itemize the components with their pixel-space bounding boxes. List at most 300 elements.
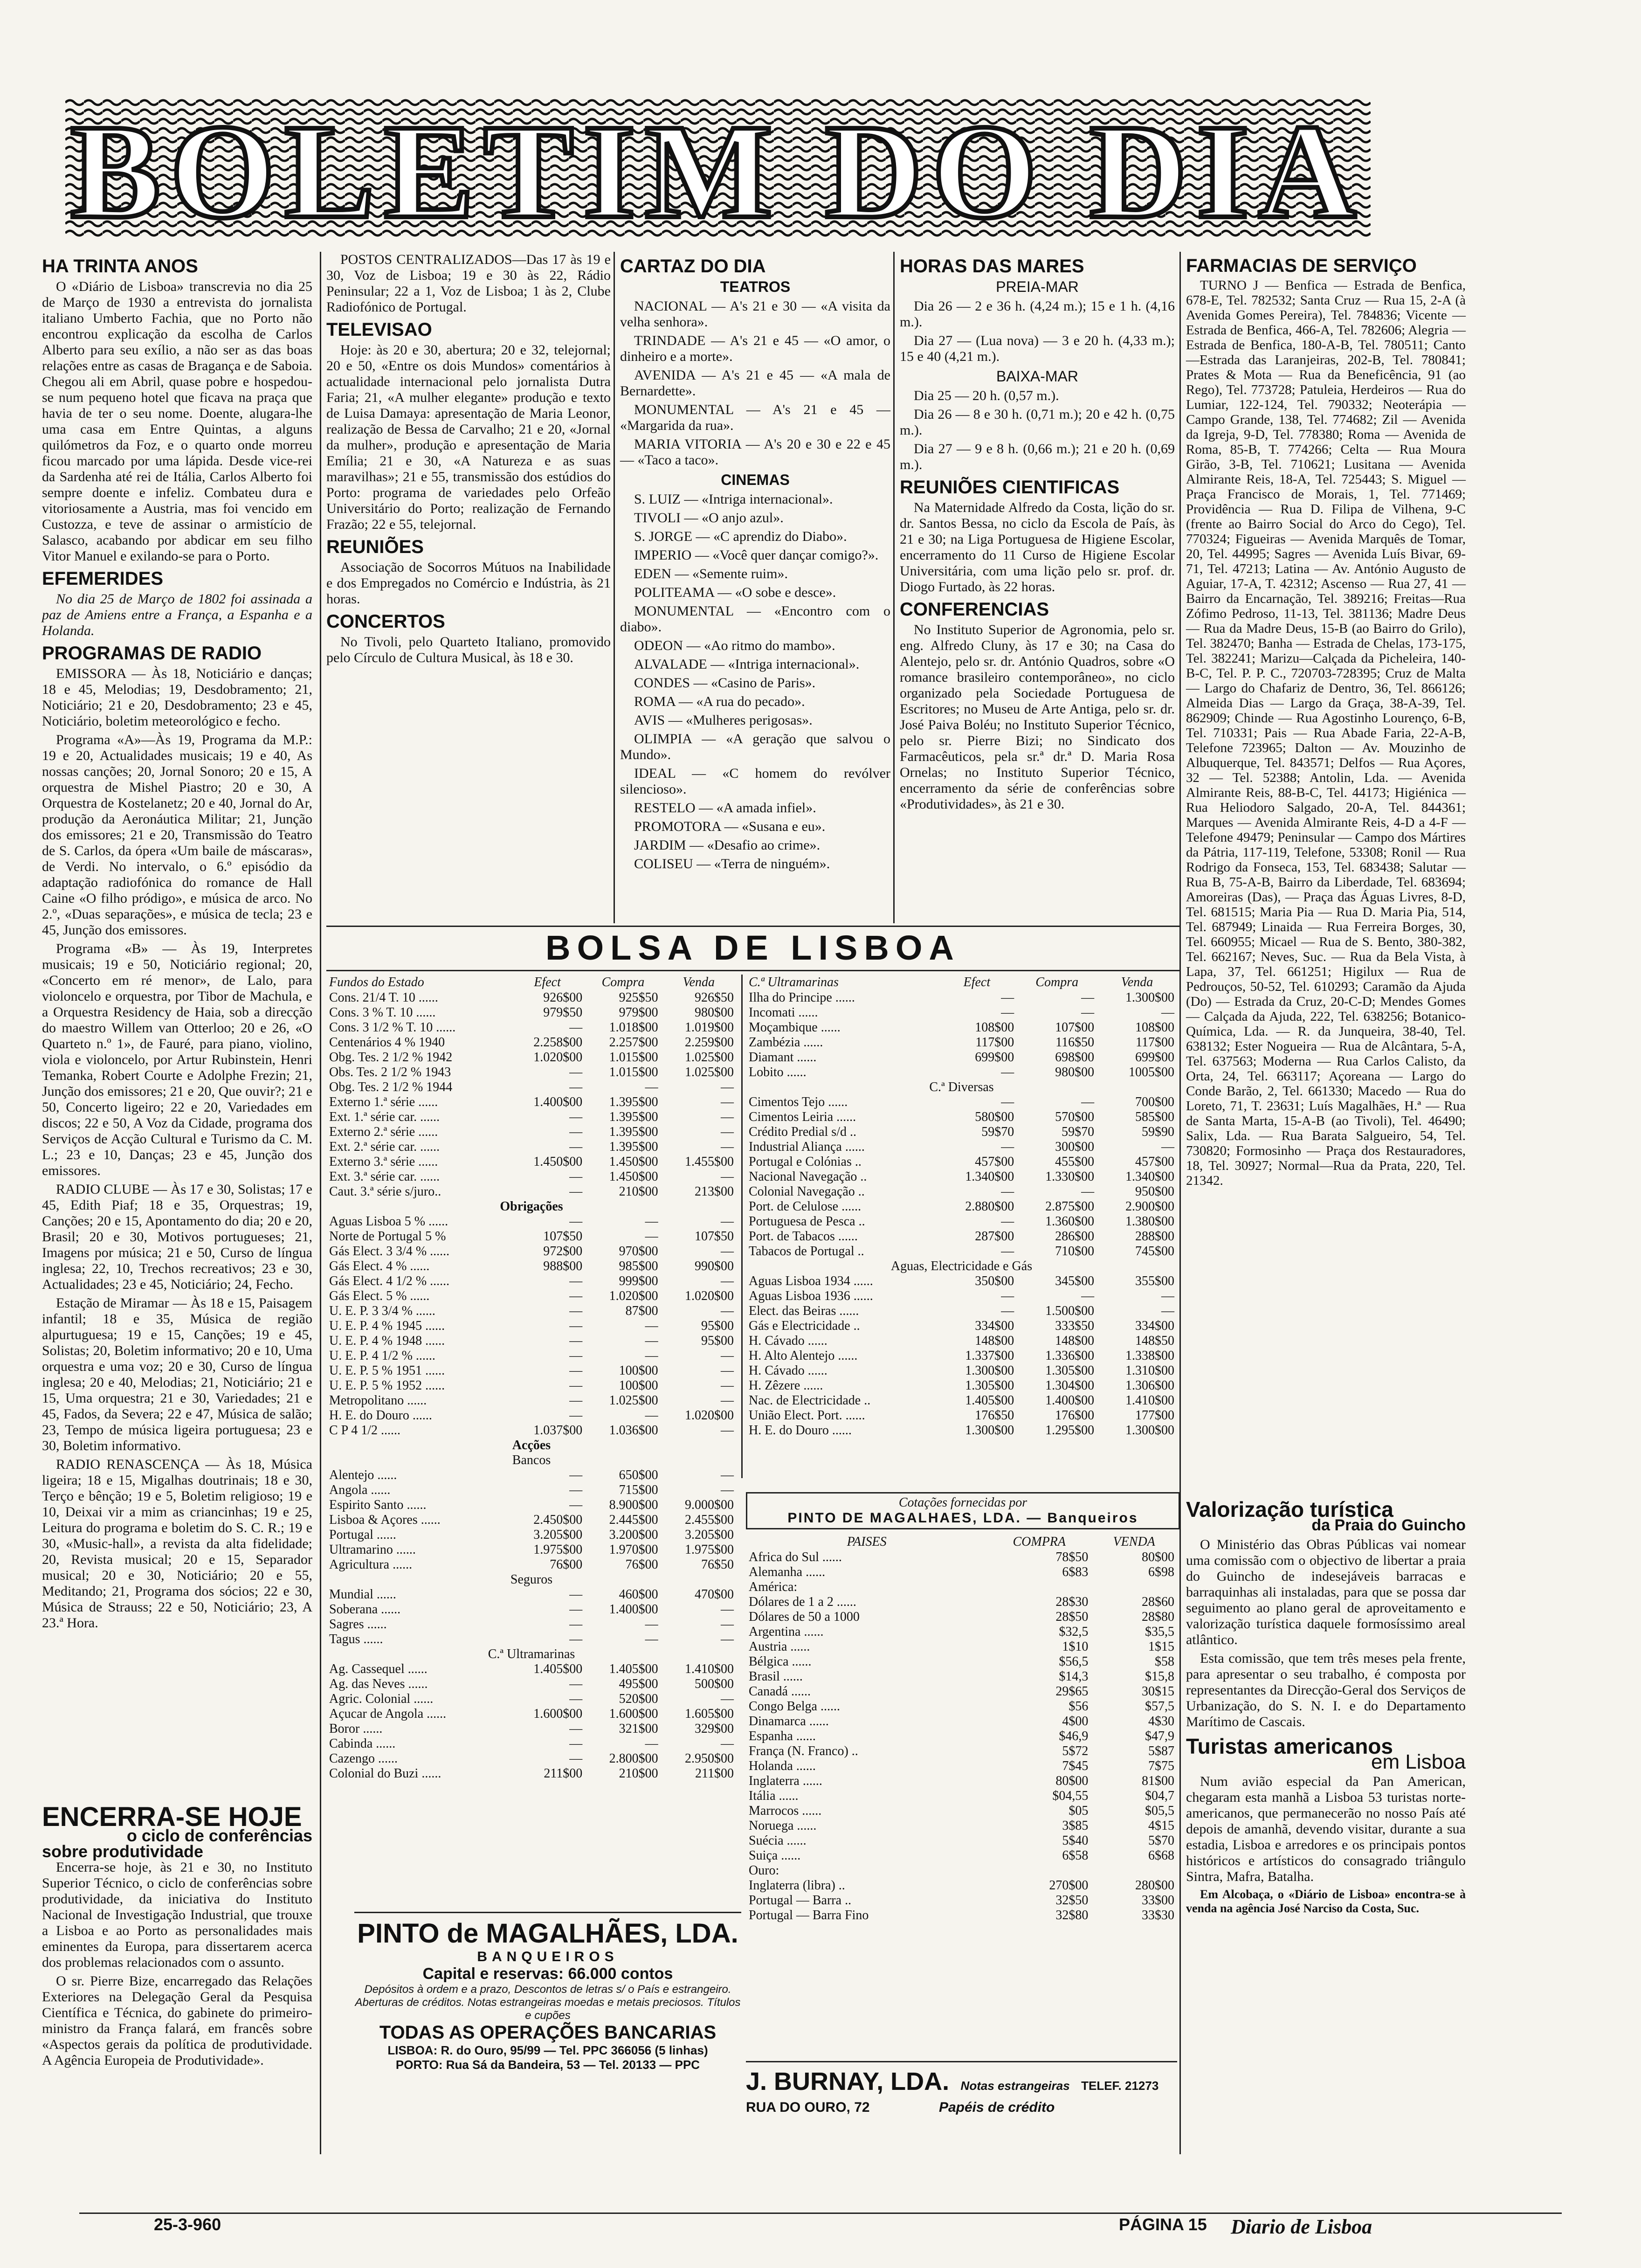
row-label: Cons. 3 1/2 % T. 10 ...... [329, 1020, 456, 1035]
row-value: — [569, 1378, 583, 1393]
table-row [326, 1363, 737, 1378]
row-value: 300$00 [1055, 1140, 1095, 1154]
section-seguros: Seguros [510, 1572, 553, 1587]
table-row [746, 1565, 1177, 1580]
row-label: Lisboa & Açores ...... [329, 1513, 441, 1527]
table-row [746, 1878, 1177, 1893]
row-value: — [721, 1169, 734, 1184]
row-label: Moçambique ...... [749, 1020, 841, 1035]
row-value: $32,5 [1059, 1625, 1089, 1639]
row-value: 33$00 [1142, 1893, 1174, 1908]
col-compra: Compra [1035, 975, 1079, 989]
row-value: — [569, 1125, 583, 1139]
cinema-item: TIVOLI — «O anjo azul». [634, 510, 784, 526]
row-value: 116$50 [1055, 1035, 1095, 1050]
table-row [326, 1513, 737, 1528]
row-label: União Elect. Port. ...... [749, 1408, 865, 1423]
row-value: 1.450$00 [533, 1155, 583, 1169]
table-row [326, 1065, 737, 1080]
ultramarinas-rows [746, 990, 1177, 1080]
row-label: Tagus ...... [329, 1632, 383, 1646]
table-row [326, 1095, 737, 1110]
row-value: — [569, 1334, 583, 1348]
row-label: U. E. P. 4 % 1948 ...... [329, 1334, 445, 1348]
row-value: 1.405$00 [533, 1662, 583, 1676]
table-row [326, 1423, 737, 1438]
table-row [746, 1050, 1177, 1065]
radio-programa-b: Programa «B» — Às 19, Interpretes musicais; 19 e 50, Noticiário regional; 20, «Concerto em ré menor», de Lalo, para violoncelo e orquestra, por Tibor de Machula, e a Orquestra Residency de Haia, sob a direcção do maestro Willem van Otterloo; 20 e 26, «O Quarteto n.º 1», de Fauré, para piano, violino, viola e violoncelo, por Artur Rubinstein, Henri Temanka, Robert Courte e Adolphe Frezin; 21, Junção dos emissores; 21 e 20, Que ouvir?; 21 e 50, Concerto ligeiro; 22 e 20, Variedades em discos; 22 e 50, A Voz da Cidade, programa dos Serviços de Acção Cultural e Turismo da C. M. L.; 23 e 10, Danças; 23 e 45, Junção dos emissores. [42, 941, 312, 1178]
divider [320, 252, 321, 2154]
divider [326, 970, 1179, 971]
row-value: 1.037$00 [533, 1423, 583, 1438]
teatro-item: NACIONAL — A's 21 e 30 — «A visita da velha senhora». [620, 298, 890, 330]
masthead-banner [65, 98, 1371, 238]
table-row [326, 1169, 737, 1184]
row-value: 470$00 [695, 1587, 734, 1602]
heading-reunioes-cientificas: REUNIÕES CIENTIFICAS [900, 477, 1120, 498]
row-label: Diamant ...... [749, 1050, 817, 1065]
row-value: 1.405$00 [965, 1393, 1014, 1408]
table-row [746, 1229, 1177, 1244]
row-value: — [721, 1080, 734, 1094]
row-label: Portuguesa de Pesca .. [749, 1214, 865, 1229]
row-value: — [721, 1140, 734, 1154]
divider [741, 975, 743, 1478]
row-label: Lobito ...... [749, 1065, 807, 1079]
table-row [326, 1587, 737, 1602]
col-paises: PAISES [847, 1535, 887, 1549]
row-value: $15,8 [1145, 1669, 1174, 1684]
table-row [746, 1729, 1177, 1744]
table-row [326, 1304, 737, 1319]
row-label: Suécia ...... [749, 1833, 807, 1848]
table-row [746, 1550, 1177, 1565]
ad-pinto-services: Depósitos à ordem e a prazo, Descontos de letras s/ o País e estrangeiro. Aberturas de créditos. Notas estrangeiras moedas e metais preciosos. Títulos e cupões [355, 1983, 741, 2022]
row-label: Elect. das Beiras ...... [749, 1304, 859, 1318]
row-value: 1.405$00 [609, 1662, 658, 1676]
row-value: — [569, 1319, 583, 1333]
row-value: $58 [1155, 1654, 1174, 1669]
table-row [326, 1751, 737, 1766]
cinema-item: COLISEU — «Terra de ninguém». [634, 856, 830, 871]
row-value: 108$00 [1135, 1020, 1174, 1035]
row-label: Gás Elect. 5 % ...... [329, 1289, 430, 1303]
row-value: 1.300$00 [965, 1423, 1014, 1438]
table-row [746, 1744, 1177, 1759]
row-value: 698$00 [1055, 1050, 1095, 1065]
row-label: Ilha do Principe ...... [749, 990, 855, 1005]
row-value: — [645, 1632, 658, 1646]
table-row [326, 990, 737, 1005]
row-value: $46,9 [1059, 1729, 1089, 1743]
row-label: América: [749, 1580, 798, 1594]
row-value: — [569, 1722, 583, 1736]
row-value: 28$30 [1055, 1595, 1089, 1609]
row-value: 1.395$00 [609, 1110, 658, 1124]
row-value: 985$00 [619, 1259, 658, 1273]
row-value: — [569, 1169, 583, 1184]
row-label: Portugal e Colónias .. [749, 1155, 862, 1169]
row-label: Bélgica ...... [749, 1654, 812, 1669]
valorizacao-text-1: O Ministério das Obras Públicas vai nomear uma comissão com o objectivo de libertar a praia do Guincho de indesejáveis barracas e barraquinhas ali instaladas, para que se possa dar seguimento ao plano geral de aproveitamento e valorização turística daquele formosíssimo areal atlântico. [1186, 1537, 1466, 1647]
row-value: — [645, 1319, 658, 1333]
row-value: 1.400$00 [533, 1095, 583, 1109]
row-value: — [569, 1632, 583, 1646]
row-value: 1.970$00 [609, 1542, 658, 1557]
row-value: $05 [1069, 1804, 1089, 1818]
table-row [746, 1423, 1177, 1438]
row-value: 5$70 [1148, 1833, 1174, 1848]
row-value: 329$00 [695, 1722, 734, 1736]
row-value: $56 [1069, 1699, 1089, 1714]
table-row [326, 1677, 737, 1692]
ad-pinto-magalhaes [354, 1912, 741, 2072]
row-label: Industrial Aliança ...... [749, 1140, 865, 1154]
table-row [746, 1684, 1177, 1699]
row-value: 1.025$00 [609, 1393, 658, 1408]
row-value: 745$00 [1135, 1244, 1174, 1258]
row-value: 59$70 [981, 1125, 1014, 1139]
row-value: 1.304$00 [1045, 1378, 1095, 1393]
row-label: Inglaterra (libra) .. [749, 1878, 845, 1893]
table-row [746, 1334, 1177, 1348]
row-label: H. E. do Douro ...... [329, 1408, 432, 1423]
ad-burnay-notas: Notas estrangeiras [960, 2079, 1070, 2093]
row-label: Obs. Tes. 2 1/2 % 1943 [329, 1065, 451, 1079]
row-value: — [645, 1214, 658, 1229]
encerra-sub2: sobre produtividade [42, 1842, 204, 1861]
divider [1179, 252, 1181, 2154]
column-2 [326, 252, 611, 669]
row-value: — [569, 1692, 583, 1706]
row-value: — [1161, 1304, 1174, 1318]
row-value: — [645, 1736, 658, 1751]
heading-mares: HORAS DAS MARES [900, 256, 1084, 277]
cambios-table [746, 1534, 1177, 1923]
ad-burnay-papeis: Papéis de crédito [938, 2100, 1055, 2115]
row-value: — [569, 1110, 583, 1124]
cinema-item: RESTELO — «A amada infiel». [634, 800, 816, 816]
row-value: 1.019$00 [685, 1020, 734, 1035]
cambios-rows [746, 1550, 1177, 1923]
row-value: 28$50 [1055, 1610, 1089, 1624]
table-row [326, 1393, 737, 1408]
row-value: 2.445$00 [609, 1513, 658, 1527]
row-value: — [569, 1065, 583, 1079]
ad-burnay-tel: TELEF. 21273 [1081, 2079, 1159, 2093]
row-label: Alemanha ...... [749, 1565, 826, 1579]
row-value: 211$00 [695, 1766, 734, 1781]
row-label: C P 4 1/2 ...... [329, 1423, 400, 1438]
ad-pinto-lisboa: LISBOA: R. do Ouro, 95/99 — Tel. PPC 366056 (5 linhas) [387, 2043, 708, 2057]
row-value: — [569, 1602, 583, 1617]
row-value: — [1001, 1005, 1014, 1020]
row-value: 1.336$00 [1045, 1348, 1095, 1363]
row-value: 334$00 [975, 1319, 1014, 1333]
row-value: 1$15 [1148, 1639, 1174, 1654]
row-value: 76$00 [550, 1557, 583, 1572]
row-label: Incomati ...... [749, 1005, 818, 1020]
row-value: 585$00 [1135, 1110, 1174, 1124]
row-value: 3.205$00 [685, 1528, 734, 1542]
row-value: 1.020$00 [685, 1408, 734, 1423]
row-value: — [721, 1692, 734, 1706]
row-value: 1.338$00 [1125, 1348, 1174, 1363]
ultramarinas-rows [326, 1662, 737, 1781]
table-row [746, 1005, 1177, 1020]
row-label: Colonial Navegação .. [749, 1184, 865, 1199]
heading-trinta-anos: HA TRINTA ANOS [42, 256, 198, 277]
row-value: — [569, 1214, 583, 1229]
row-value: — [645, 1229, 658, 1244]
row-value: 333$50 [1055, 1319, 1095, 1333]
table-row [326, 1498, 737, 1513]
row-label: U. E. P. 5 % 1952 ...... [329, 1378, 445, 1393]
row-value: 925$50 [619, 990, 658, 1005]
table-row [326, 1468, 737, 1483]
row-label: Externo 1.ª série ...... [329, 1095, 438, 1109]
row-value: 700$00 [1135, 1095, 1174, 1109]
row-value: 7$45 [1062, 1759, 1089, 1773]
table-row [746, 1610, 1177, 1625]
row-label: Inglaterra ...... [749, 1774, 822, 1788]
row-value: 988$00 [543, 1259, 583, 1273]
table-row [746, 1639, 1177, 1654]
table-row [746, 1714, 1177, 1729]
row-value: 980$00 [1055, 1065, 1095, 1079]
row-label: Dólares de 1 a 2 ...... [749, 1595, 856, 1609]
ad-pinto-ops: TODAS AS OPERAÇÕES BANCARIAS [379, 2022, 717, 2043]
table-row [746, 1035, 1177, 1050]
row-value: — [721, 1363, 734, 1378]
row-value: 6$68 [1148, 1848, 1174, 1863]
masthead-title: BOLETIM DO DIA [70, 98, 1365, 238]
row-value: 1.020$00 [685, 1289, 734, 1303]
row-value: — [721, 1304, 734, 1318]
table-row [746, 1378, 1177, 1393]
row-value: 334$00 [1135, 1319, 1174, 1333]
valorizacao-sub: da Praia do Guincho [1311, 1516, 1466, 1534]
row-label: França (N. Franco) .. [749, 1744, 858, 1758]
row-label: Ag. das Neves ...... [329, 1677, 428, 1691]
row-label: Portugal — Barra Fino [749, 1908, 869, 1922]
row-value: 148$50 [1135, 1334, 1174, 1348]
table-row [746, 1110, 1177, 1125]
row-value: — [569, 1498, 583, 1512]
section-fundos: Fundos do Estado [329, 975, 424, 989]
table-row [746, 1319, 1177, 1334]
cinema-item: IDEAL — «C homem do revólver silencioso». [620, 766, 890, 797]
radio-programa-a: Programa «A»—Às 19, Programa da M.P.: 19 e 20, Actualidades musicais; 19 e 40, As nossas canções; 20, Jornal Sonoro; 20 e 15, A orquestra de Mishel Piastro; 20 e 30, A Orquestra de Kostelanetz; 20 e 40, Jornal do Ar, produção da Aeronáutica Militar; 21, Junção dos emissores; 21 e 20, Transmissão do Teatro de S. Carlos, da ópera «Um baile de máscaras», de Verdi. No intervalo, o 6.º episódio da adaptação radiofónica do romance de Hall Caine «O filho pródigo», e música de arco. No 2.º, «Duas separações», e música de tecla; 23 e 45, Junção dos emissores. [42, 732, 312, 938]
row-label: Port. de Tabacos ...... [749, 1229, 858, 1244]
table-row [326, 1035, 737, 1050]
col-compra: Compra [601, 975, 645, 989]
row-value: 1.300$00 [965, 1363, 1014, 1378]
bolsa-left [326, 975, 737, 1781]
table-row [746, 1669, 1177, 1684]
row-label: Cimentos Tejo ...... [749, 1095, 848, 1109]
row-label: Cons. 21/4 T. 10 ...... [329, 990, 438, 1005]
heading-televisao: TELEVISAO [326, 319, 432, 340]
table-row [326, 1602, 737, 1617]
row-label: H. Cávado ...... [749, 1334, 827, 1348]
row-value: 176$50 [975, 1408, 1014, 1423]
row-value: 1.330$00 [1045, 1169, 1095, 1184]
table-row [326, 1050, 737, 1065]
row-value: — [1001, 1214, 1014, 1229]
row-value: — [721, 1244, 734, 1258]
row-value: — [569, 1468, 583, 1482]
table-row [326, 1617, 737, 1632]
row-value: 78$50 [1055, 1550, 1089, 1564]
row-label: Mundial ...... [329, 1587, 396, 1602]
row-value: 1.020$00 [533, 1050, 583, 1065]
table-row [326, 1722, 737, 1736]
row-value: 1.020$00 [609, 1289, 658, 1303]
heading-teatros: TEATROS [720, 278, 791, 295]
row-value: — [645, 1348, 658, 1363]
row-value: 345$00 [1055, 1274, 1095, 1288]
row-value: — [645, 1617, 658, 1632]
row-label: Cazengo ...... [329, 1751, 398, 1766]
row-label: Ultramarino ...... [329, 1542, 416, 1557]
row-value: — [721, 1378, 734, 1393]
row-value: — [569, 1020, 583, 1035]
row-value: 270$00 [1049, 1878, 1089, 1893]
row-value [1091, 1580, 1177, 1595]
concertos-text: No Tivoli, pelo Quarteto Italiano, promovido pelo Círculo de Cultura Musical, às 18 e 30. [326, 634, 611, 665]
cinema-item: ROMA — «A rua do pecado». [634, 694, 805, 709]
table-row [746, 1774, 1177, 1789]
row-value: — [645, 1408, 658, 1423]
farmacias-column [1186, 252, 1466, 1191]
table-row [326, 1184, 737, 1199]
row-label: Gás Elect. 4 1/2 % ...... [329, 1274, 450, 1288]
row-value: 2.258$00 [533, 1035, 583, 1050]
row-value: 1.410$00 [685, 1662, 734, 1676]
row-value: — [1161, 1140, 1174, 1154]
section-bancos: Bancos [512, 1453, 551, 1467]
row-value: 100$00 [619, 1363, 658, 1378]
table-row [746, 1169, 1177, 1184]
table-row [746, 1214, 1177, 1229]
table-row [326, 1542, 737, 1557]
row-value: 1.295$00 [1045, 1423, 1095, 1438]
ad-pinto-capital: Capital e reservas: 66.000 contos [422, 1965, 673, 1983]
radio-emissora: EMISSORA — Às 18, Noticiário e danças; 18 e 45, Melodias; 19, Desdobramento; 21, Noticiário; 21 e 20, Desdobramento; 23 e 45, Noticiário, boletim meteorológico e fecho. [42, 666, 312, 729]
row-value: — [569, 1140, 583, 1154]
row-value: — [1161, 1289, 1174, 1303]
row-label: U. E. P. 4 1/2 % ...... [329, 1348, 435, 1363]
row-value: 1.340$00 [965, 1169, 1014, 1184]
row-label: Noruega ...... [749, 1819, 817, 1833]
table-row [746, 1304, 1177, 1319]
table-row [746, 1289, 1177, 1304]
ad-pinto-sub: BANQUEIROS [477, 1949, 619, 1964]
mares-column [900, 252, 1175, 815]
divider [614, 252, 615, 923]
row-value: — [645, 1080, 658, 1094]
table-row [326, 1259, 737, 1274]
encerra-text-1: Encerra-se hoje, às 21 e 30, no Instituto Superior Técnico, o ciclo de conferências sobre produtividade, da iniciativa do Instituto Nacional de Investigação Industrial, que trouxe a Lisboa e ao Porto as personalidades mais eminentes da Europa, para dissertarem acerca dos problemas relacionados com o assunto. [42, 1860, 312, 1970]
row-value: 699$00 [975, 1050, 1014, 1065]
row-value: 6$83 [1062, 1565, 1089, 1579]
efemerides-text: No dia 25 de Março de 1802 foi assinada a paz de Amiens entre a França, a Espanha e a Holanda. [42, 591, 312, 638]
section-obrigacoes: Obrigações [500, 1199, 563, 1214]
cambios-table-wrap [746, 1534, 1177, 1923]
table-row [746, 1140, 1177, 1155]
row-label: Nacional Navegação .. [749, 1169, 867, 1184]
row-value: 1.310$00 [1125, 1363, 1174, 1378]
row-value: 2.800$00 [609, 1751, 658, 1766]
row-value: 500$00 [695, 1677, 734, 1691]
row-value: 1.380$00 [1125, 1214, 1174, 1229]
table-row [326, 1408, 737, 1423]
row-value: — [569, 1677, 583, 1691]
row-value: — [569, 1736, 583, 1751]
row-label: Açucar de Angola ...... [329, 1707, 447, 1721]
table-row [746, 1789, 1177, 1804]
row-value: 6$98 [1148, 1565, 1174, 1579]
row-label: Suiça ...... [749, 1848, 801, 1863]
row-value: 108$00 [975, 1020, 1014, 1035]
table-row [326, 1110, 737, 1125]
section-ultramarinas: C.ª Ultramarinas [749, 975, 839, 989]
table-row [746, 1848, 1177, 1863]
table-row [746, 1244, 1177, 1259]
table-row [326, 1214, 737, 1229]
col-compra: COMPRA [1013, 1535, 1066, 1549]
row-value [987, 1863, 1091, 1878]
radio-miramar: Estação de Miramar — Às 18 e 15, Paisagem infantil; 18 e 35, Música de região alpurtuguesa; 19 e 15, Canções; 19 e 45, Solistas; 20, Boletim informativo; 20 e 10, Uma orquestra e uma voz; 20 e 30, Curso de língua inglesa; 20 e 40, Melodias; 21, Noticiário; 21 e 15, Uma orquestra; 21 e 30, Variedades; 21 e 45, Fados, da Severa; 22 e 47, Música de salão; 23, Tempo de música ligeira portuguesa; 23 e 30, Boletim informativo. [42, 1295, 312, 1453]
table-row [746, 1819, 1177, 1833]
televisao-text: Hoje: às 20 e 30, abertura; 20 e 32, telejornal; 20 e 50, «Entre os dois Mundos» comentários à actualidade internacional pelo jornalista Dutra Faria; 21, «A mulher elegante» produção e texto de Luisa Damaya: apresentação de Maria Leonor, realização de Bessa de Carvalho; 21 e 20, «Jornal da mulher», produção e apresentação de Maria Emília; 21 e 30, «A Natureza e as suas maravilhas»; 21 e 55, transmissão dos estúdios do Porto: programa de variedades pelo Orfeão Universitário do Porto; realização de Fernando Frazão; 22 e 55, telejornal. [326, 342, 611, 532]
table-row [326, 1378, 737, 1393]
ad-burnay-address: RUA DO OURO, 72 [746, 2100, 870, 2115]
row-value: — [1001, 990, 1014, 1005]
row-label: Holanda ...... [749, 1759, 816, 1773]
row-label: Canadá ...... [749, 1684, 811, 1699]
row-value: 926$00 [543, 990, 583, 1005]
row-value: 177$00 [1135, 1408, 1174, 1423]
row-value: — [721, 1393, 734, 1408]
radio-renascenca: RADIO RENASCENÇA — Às 18, Música ligeira; 18 e 15, Migalhas doutrinais; 18 e 30, Terço e bênção; 19 e 5, Boletim religioso; 19 e 10, Deixai vir a mim as criancinhas; 19 e 25, Leitura do programa e boletim do S. C. R.; 19 e 30, «Music-hall», a revista da alta fidelidade; 20, Revista musical; 20 e 15, Separador musical; 20 e 30, Noticiário; 20 e 55, Meditando; 21, Programa dos sócios; 22 e 30, Música de Strauss; 22 e 50, Noticiário; 23, A 23.ª Hora. [42, 1457, 312, 1631]
row-value: 3.200$00 [609, 1528, 658, 1542]
diversas-rows [746, 1095, 1177, 1259]
row-label: Norte de Portugal 5 % [329, 1229, 446, 1244]
row-value: $56,5 [1059, 1654, 1089, 1669]
row-value: 1.395$00 [609, 1140, 658, 1154]
row-label: Dinamarca ...... [749, 1714, 829, 1729]
row-value: 710$00 [1055, 1244, 1095, 1258]
row-value: — [721, 1468, 734, 1482]
row-value: 148$00 [975, 1334, 1014, 1348]
row-value: 1.025$00 [685, 1065, 734, 1079]
row-value: $05,5 [1145, 1804, 1174, 1818]
row-value: — [569, 1408, 583, 1423]
encerra-article [42, 1802, 312, 2071]
heading-baixa-mar: BAIXA-MAR [996, 368, 1079, 385]
table-row [746, 1199, 1177, 1214]
encerra-sub1: o ciclo de conferências [126, 1826, 312, 1845]
table-row [746, 1833, 1177, 1848]
row-value: 4$15 [1148, 1819, 1174, 1833]
row-value: 213$00 [695, 1184, 734, 1199]
teatro-item: AVENIDA — A's 21 e 45 — «A mala de Bernardette». [620, 367, 890, 399]
row-value: 520$00 [619, 1692, 658, 1706]
row-label: Marrocos ...... [749, 1804, 822, 1818]
row-value: 3.205$00 [533, 1528, 583, 1542]
